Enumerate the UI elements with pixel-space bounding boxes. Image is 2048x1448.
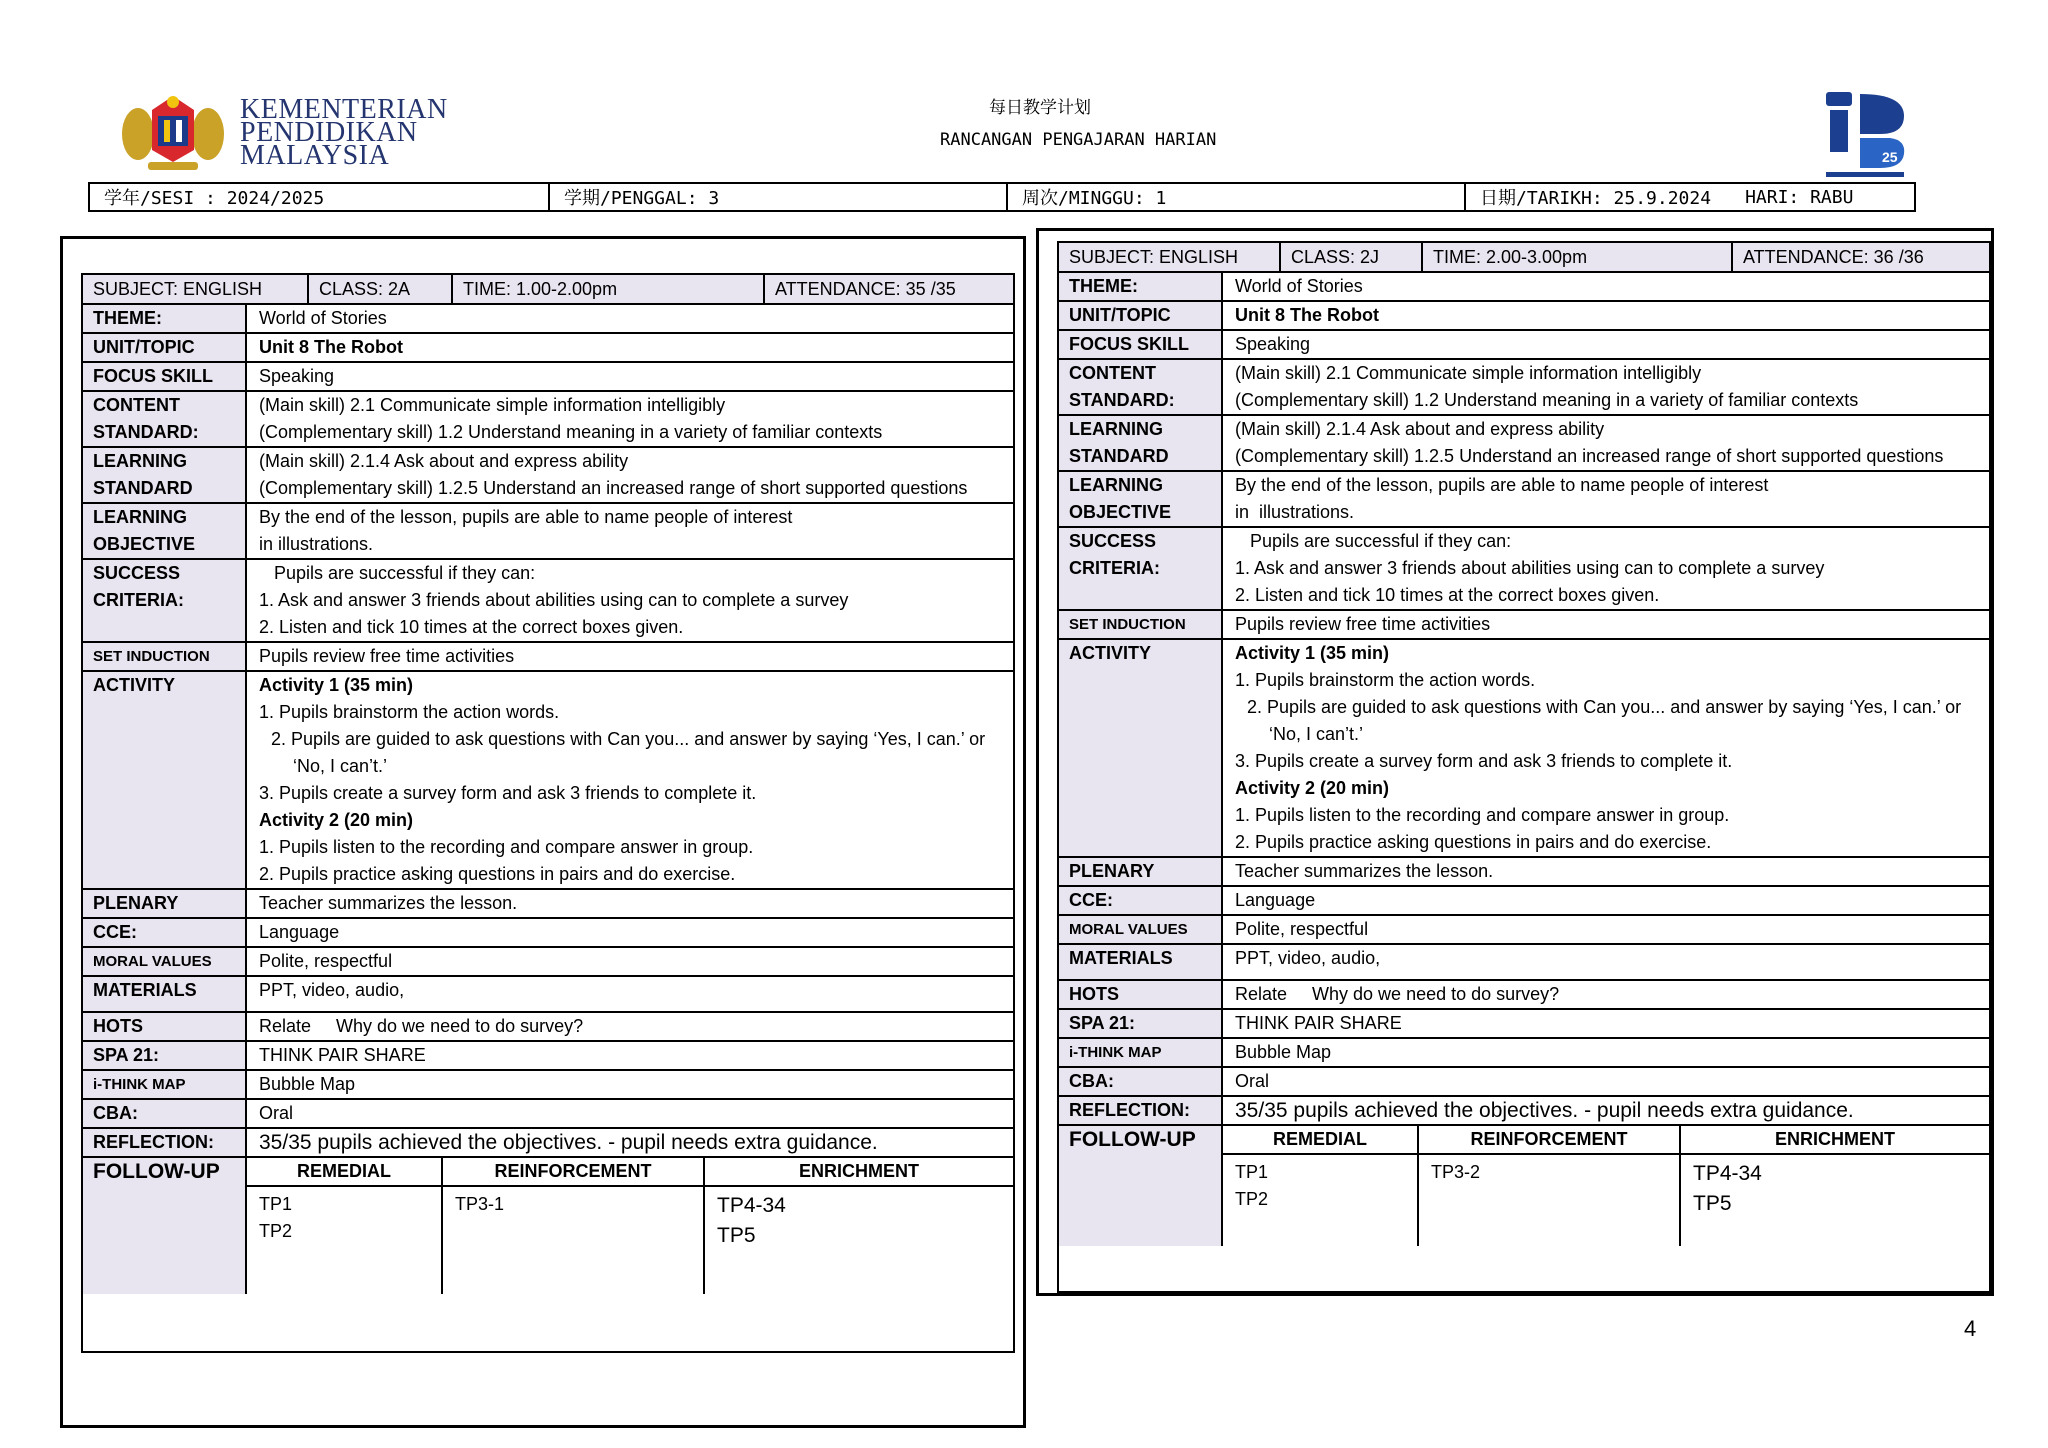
spa-row: [1059, 1010, 1989, 1039]
materials-row: [83, 977, 1013, 1013]
plenary-label: PLENARY: [1059, 858, 1223, 885]
ministry-line-3: MALAYSIA: [240, 139, 390, 171]
content-label-1: CONTENT: [93, 395, 180, 415]
reflection-value: 35/35 pupils achieved the objectives. - pupil needs extra guidance.: [259, 1131, 878, 1154]
ls-label-2: STANDARD: [1069, 446, 1169, 466]
sc-label-2: CRITERIA:: [93, 590, 184, 610]
content-label-2: STANDARD:: [93, 422, 199, 442]
sc-label-1: SUCCESS: [93, 563, 181, 583]
hots-row: [83, 1013, 1013, 1042]
follow-up-label: FOLLOW-UP: [83, 1158, 247, 1294]
learning-objective-label: [83, 504, 247, 558]
ls-label-2: STANDARD: [93, 478, 193, 498]
cba-row: [83, 1100, 1013, 1129]
spa-value: THINK PAIR SHARE: [1235, 1013, 1402, 1033]
moral-values-value: Polite, respectful: [259, 951, 393, 971]
success-criteria-row: [1059, 528, 1989, 611]
sc-item-2: 2. Listen and tick 10 times at the correct boxes given.: [1235, 585, 1660, 605]
moral-values-label: MORAL VALUES: [83, 948, 247, 975]
theme-value: World of Stories: [1235, 276, 1363, 296]
ls-label-1: LEARNING: [1069, 419, 1163, 439]
learning-objective-value: [247, 504, 1013, 558]
content-comp: (Complementary skill) 1.2 Understand meaning in a variety of familiar contexts: [1235, 390, 1859, 410]
focus-label: FOCUS SKILL: [83, 363, 247, 390]
success-criteria-value: [247, 560, 1013, 641]
remedial-header: REMEDIAL: [247, 1158, 443, 1187]
theme-value: World of Stories: [259, 308, 387, 328]
set-induction-row: [1059, 611, 1989, 640]
follow-up-label: FOLLOW-UP: [1059, 1126, 1223, 1246]
lo-line-2: in illustrations.: [1235, 502, 1355, 522]
reinforcement-value: TP3-2: [1419, 1155, 1681, 1246]
set-induction-value: Pupils review free time activities: [1235, 614, 1491, 634]
content-standard-label: [83, 392, 247, 446]
plenary-value: Teacher summarizes the lesson.: [259, 893, 518, 913]
hots-value: Relate Why do we need to do survey?: [1235, 984, 1560, 1004]
title-chinese: 每日教学计划: [989, 98, 1091, 118]
activity-1-step-1: 1. Pupils brainstorm the action words.: [1235, 670, 1536, 690]
ministry-line-2: PENDIDIKAN: [240, 116, 418, 148]
sc-item-1: 1. Ask and answer 3 friends about abilities using can to complete a survey: [259, 590, 849, 610]
content-standard-row: [83, 392, 1013, 448]
cba-value: Oral: [1235, 1071, 1270, 1091]
content-standard-row: [1059, 360, 1989, 416]
ministry-logo: [118, 90, 448, 174]
success-criteria-value: [1223, 528, 1989, 609]
unit-label: UNIT/TOPIC: [83, 334, 247, 361]
enrichment-value: [1681, 1155, 1989, 1246]
learning-objective-row: [83, 504, 1013, 560]
spa-row: [83, 1042, 1013, 1071]
activity-2-title: Activity 2 (20 min): [259, 810, 414, 830]
enrichment-item-2: TP5: [1693, 1192, 1732, 1215]
lo-line-1: By the end of the lesson, pupils are able to name people of interest: [1235, 475, 1769, 495]
enrichment-value: [705, 1187, 1013, 1294]
lo-label-1: LEARNING: [93, 507, 187, 527]
session-day-value: HARI: RABU: [1745, 186, 1854, 208]
remedial-value: [1223, 1155, 1419, 1246]
content-main: (Main skill) 2.1 Communicate simple information intelligibly: [259, 395, 726, 415]
remedial-item-1: TP1: [259, 1194, 293, 1214]
activity-1-step-3: 3. Pupils create a survey form and ask 3 friends to complete it.: [1235, 751, 1733, 771]
lesson-plan-table: [1057, 241, 1991, 1293]
activity-2-step-1: 1. Pupils listen to the recording and compare answer in group.: [1235, 805, 1730, 825]
page-header: [0, 0, 2048, 220]
remedial-item-2: TP2: [1235, 1189, 1269, 1209]
ithink-label: i-THINK MAP: [1059, 1039, 1223, 1066]
cce-value: Language: [1235, 890, 1316, 910]
sc-intro: Pupils are successful if they can:: [1235, 531, 1512, 551]
ithink-value: Bubble Map: [259, 1074, 356, 1094]
ithink-row: [1059, 1039, 1989, 1068]
materials-row: [1059, 945, 1989, 981]
plenary-row: [1059, 858, 1989, 887]
reinforcement-header: REINFORCEMENT: [1419, 1126, 1681, 1155]
subject-cell: SUBJECT: ENGLISH: [1059, 243, 1281, 271]
unit-row: [83, 334, 1013, 363]
plenary-label: PLENARY: [83, 890, 247, 917]
learning-standard-row: [83, 448, 1013, 504]
success-criteria-label: [1059, 528, 1223, 609]
moral-values-row: [83, 948, 1013, 977]
theme-row: [83, 305, 1013, 334]
ls-label-1: LEARNING: [93, 451, 187, 471]
ls-main: (Main skill) 2.1.4 Ask about and express ability: [1235, 419, 1605, 439]
lo-line-2: in illustrations.: [259, 534, 374, 554]
reflection-label: REFLECTION:: [1059, 1097, 1223, 1124]
cce-label: CCE:: [83, 919, 247, 946]
enrichment-header: ENRICHMENT: [705, 1158, 1013, 1187]
lesson-plan-right-panel: [1036, 228, 1994, 1296]
hots-label: HOTS: [83, 1013, 247, 1040]
focus-label: FOCUS SKILL: [1059, 331, 1223, 358]
activity-2-step-1: 1. Pupils listen to the recording and compare answer in group.: [259, 837, 754, 857]
moral-values-row: [1059, 916, 1989, 945]
ls-main: (Main skill) 2.1.4 Ask about and express ability: [259, 451, 629, 471]
lo-line-1: By the end of the lesson, pupils are able to name people of interest: [259, 507, 793, 527]
unit-value: Unit 8 The Robot: [1235, 305, 1379, 325]
follow-up-row: [1059, 1126, 1989, 1246]
activity-row: [83, 672, 1013, 890]
reflection-value: 35/35 pupils achieved the objectives. - pupil needs extra guidance.: [1235, 1099, 1854, 1122]
cce-label: CCE:: [1059, 887, 1223, 914]
page-number: 4: [1964, 1316, 1977, 1341]
plan-title: [940, 92, 1217, 156]
spa-label: SPA 21:: [1059, 1010, 1223, 1037]
materials-label: MATERIALS: [1059, 945, 1223, 979]
subject-cell: SUBJECT: ENGLISH: [83, 275, 309, 303]
ithink-row: [83, 1071, 1013, 1100]
sc-label-2: CRITERIA:: [1069, 558, 1160, 578]
focus-value: Speaking: [259, 366, 335, 386]
svg-text:25: 25: [1882, 149, 1898, 165]
cba-label: CBA:: [1059, 1068, 1223, 1095]
activity-1-step-3: 3. Pupils create a survey form and ask 3 friends to complete it.: [259, 783, 757, 803]
activity-1-step-2: 2. Pupils are guided to ask questions with Can you... and answer by saying ‘Yes, I can.’ or ‘No, I can’t.’: [271, 729, 986, 776]
remedial-value: [247, 1187, 443, 1294]
follow-up-body: [247, 1187, 1013, 1294]
title-malay: RANCANGAN PENGAJARAN HARIAN: [940, 130, 1217, 150]
sc-intro: Pupils are successful if they can:: [259, 563, 536, 583]
ministry-line-1: KEMENTERIAN: [240, 93, 448, 125]
ithink-label: i-THINK MAP: [83, 1071, 247, 1098]
sc-item-2: 2. Listen and tick 10 times at the correct boxes given.: [259, 617, 684, 637]
ls-comp: (Complementary skill) 1.2.5 Understand an increased range of short supported questions: [1235, 446, 1944, 466]
time-cell: TIME: 2.00-3.00pm: [1423, 243, 1733, 271]
content-main: (Main skill) 2.1 Communicate simple information intelligibly: [1235, 363, 1702, 383]
class-cell: CLASS: 2A: [309, 275, 453, 303]
learning-standard-label: [83, 448, 247, 502]
session-week: 周次/MINGGU: 1: [1008, 184, 1466, 210]
enrichment-item-1: TP4-34: [1693, 1162, 1762, 1185]
session-year: 学年/SESI : 2024/2025: [90, 184, 550, 210]
cce-row: [83, 919, 1013, 948]
activity-1-title: Activity 1 (35 min): [259, 675, 414, 695]
set-induction-label: SET INDUCTION: [83, 643, 247, 670]
content-standard-value: [247, 392, 1013, 446]
hots-value: Relate Why do we need to do survey?: [259, 1016, 584, 1036]
ls-comp: (Complementary skill) 1.2.5 Understand an increased range of short supported questions: [259, 478, 968, 498]
activity-value: [247, 672, 1013, 888]
set-induction-label: SET INDUCTION: [1059, 611, 1223, 638]
unit-label: UNIT/TOPIC: [1059, 302, 1223, 329]
materials-value: PPT, video, audio,: [259, 980, 405, 1000]
theme-label: THEME:: [83, 305, 247, 332]
materials-value: PPT, video, audio,: [1235, 948, 1381, 968]
reflection-row: [1059, 1097, 1989, 1126]
focus-row: [1059, 331, 1989, 360]
session-date-value: 日期/TARIKH: 25.9.2024: [1480, 188, 1712, 209]
activity-2-step-2: 2. Pupils practice asking questions in pairs and do exercise.: [259, 864, 736, 884]
lo-label-1: LEARNING: [1069, 475, 1163, 495]
coat-of-arms-icon: [118, 90, 228, 174]
content-comp: (Complementary skill) 1.2 Understand meaning in a variety of familiar contexts: [259, 422, 883, 442]
set-induction-value: Pupils review free time activities: [259, 646, 515, 666]
content-label-1: CONTENT: [1069, 363, 1156, 383]
hots-row: [1059, 981, 1989, 1010]
spa-value: THINK PAIR SHARE: [259, 1045, 426, 1065]
activity-1-step-1: 1. Pupils brainstorm the action words.: [259, 702, 560, 722]
follow-up-grid: [1223, 1126, 1989, 1246]
learning-standard-row: [1059, 416, 1989, 472]
lesson-plan-table: [81, 273, 1015, 1353]
school-badge-icon: [1820, 88, 1910, 180]
content-label-2: STANDARD:: [1069, 390, 1175, 410]
learning-standard-value: [247, 448, 1013, 502]
activity-label: ACTIVITY: [83, 672, 247, 888]
lo-label-2: OBJECTIVE: [93, 534, 196, 554]
focus-row: [83, 363, 1013, 392]
sc-label-1: SUCCESS: [1069, 531, 1157, 551]
success-criteria-row: [83, 560, 1013, 643]
session-term: 学期/PENGGAL: 3: [550, 184, 1008, 210]
cba-row: [1059, 1068, 1989, 1097]
activity-1-title: Activity 1 (35 min): [1235, 643, 1390, 663]
focus-value: Speaking: [1235, 334, 1311, 354]
activity-label: ACTIVITY: [1059, 640, 1223, 856]
enrichment-header: ENRICHMENT: [1681, 1126, 1989, 1155]
follow-up-header: [1223, 1126, 1989, 1155]
set-induction-row: [83, 643, 1013, 672]
reflection-row: [83, 1129, 1013, 1158]
cce-value: Language: [259, 922, 340, 942]
learning-objective-value: [1223, 472, 1989, 526]
cce-row: [1059, 887, 1989, 916]
learning-objective-label: [1059, 472, 1223, 526]
plenary-row: [83, 890, 1013, 919]
moral-values-value: Polite, respectful: [1235, 919, 1369, 939]
remedial-item-1: TP1: [1235, 1162, 1269, 1182]
reinforcement-header: REINFORCEMENT: [443, 1158, 705, 1187]
subject-row: [1059, 243, 1989, 273]
reflection-label: REFLECTION:: [83, 1129, 247, 1156]
unit-value: Unit 8 The Robot: [259, 337, 403, 357]
cba-label: CBA:: [83, 1100, 247, 1127]
attendance-cell: ATTENDANCE: 36 /36: [1743, 246, 1924, 267]
activity-2-step-2: 2. Pupils practice asking questions in pairs and do exercise.: [1235, 832, 1712, 852]
hots-label: HOTS: [1059, 981, 1223, 1008]
content-standard-value: [1223, 360, 1989, 414]
time-cell: TIME: 1.00-2.00pm: [453, 275, 765, 303]
learning-objective-row: [1059, 472, 1989, 528]
content-standard-label: [1059, 360, 1223, 414]
success-criteria-label: [83, 560, 247, 641]
materials-label: MATERIALS: [83, 977, 247, 1011]
plenary-value: Teacher summarizes the lesson.: [1235, 861, 1494, 881]
class-cell: CLASS: 2J: [1281, 243, 1423, 271]
enrichment-item-1: TP4-34: [717, 1194, 786, 1217]
enrichment-item-2: TP5: [717, 1224, 756, 1247]
activity-1-step-2: 2. Pupils are guided to ask questions with Can you... and answer by saying ‘Yes, I can.’ or ‘No, I can’t.’: [1247, 697, 1962, 744]
learning-standard-label: [1059, 416, 1223, 470]
cba-value: Oral: [259, 1103, 294, 1123]
remedial-header: REMEDIAL: [1223, 1126, 1419, 1155]
follow-up-header: [247, 1158, 1013, 1187]
session-date: [1466, 184, 1914, 210]
follow-up-body: [1223, 1155, 1989, 1246]
lo-label-2: OBJECTIVE: [1069, 502, 1172, 522]
spa-label: SPA 21:: [83, 1042, 247, 1069]
theme-label: THEME:: [1059, 273, 1223, 300]
attendance-cell: ATTENDANCE: 35 /35: [775, 278, 956, 299]
ithink-value: Bubble Map: [1235, 1042, 1332, 1062]
activity-2-title: Activity 2 (20 min): [1235, 778, 1390, 798]
remedial-item-2: TP2: [259, 1221, 293, 1241]
lesson-plan-left-panel: [60, 236, 1026, 1428]
learning-standard-value: [1223, 416, 1989, 470]
subject-row: [83, 275, 1013, 305]
activity-row: [1059, 640, 1989, 858]
theme-row: [1059, 273, 1989, 302]
reinforcement-value: TP3-1: [443, 1187, 705, 1294]
ministry-name: [240, 93, 448, 171]
follow-up-row: [83, 1158, 1013, 1294]
sc-item-1: 1. Ask and answer 3 friends about abilities using can to complete a survey: [1235, 558, 1825, 578]
session-bar: [88, 182, 1916, 212]
unit-row: [1059, 302, 1989, 331]
follow-up-grid: [247, 1158, 1013, 1294]
activity-value: [1223, 640, 1989, 856]
moral-values-label: MORAL VALUES: [1059, 916, 1223, 943]
